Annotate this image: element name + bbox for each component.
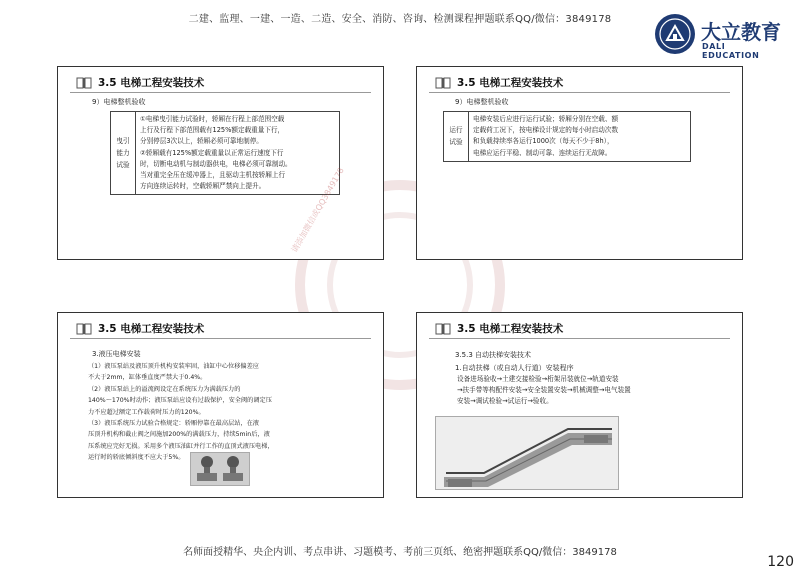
slide-traction-test [57,66,384,260]
line: 分别停层3次以上，轿厢必须可靠地制停。 [140,137,263,146]
slide-title-text: 3.5 电梯工程安装技术 [98,77,205,89]
page-number: 120 [767,554,794,570]
logo-name-cn: 大立教育 [701,20,781,44]
logo-badge-icon [655,14,695,54]
escalator-item: 1.自动扶梯（或自动人行道）安装程序 [455,364,574,372]
book-icon [435,322,451,336]
footer-banner: 名师面授精华、央企内训、考点串讲、习题模考、考前三页纸、绝密押题联系QQ/微信：3849178 [183,547,617,558]
line: 压顶升机构和截止阀之间施加200%的满载压力，持续5min后，液 [88,431,270,439]
line: （3）液压系统压力试验合格规定：轿厢停靠在最高层站，在液 [88,420,259,428]
book-icon [435,76,451,90]
slide-title [76,75,204,90]
slide-subtitle: 9）电梯整机验收 [92,98,146,106]
title-divider [70,338,371,339]
line: （1）液压泵站及液压顶升机构安装牢固，油缸中心位移偏差应 [88,363,259,370]
slide-subtitle: 3.5.3 自动扶梯安装技术 [455,351,532,359]
line: 运行时的轿底倾斜度不应大于5%。 [88,454,185,462]
line: 和负载持续率各运行1000次（每天不少于8h）， [473,137,614,146]
line: 140%～170%时动作；液压泵站应设有过载保护，安全阀的调定压 [88,397,272,405]
hydraulic-text [88,361,380,464]
slide-escalator-install [416,312,743,498]
operation-test-table [443,111,691,162]
line: 定载荷工况下，按电梯设计规定的每小时启动次数 [473,126,619,135]
slide-title-text: 3.5 电梯工程安装技术 [98,323,205,335]
slide-subtitle: 9）电梯整机验收 [455,98,509,106]
line: 电梯安装后应进行运行试验；轿厢分别在空载、额 [473,115,619,123]
slide-hydraulic-elevator [57,312,384,498]
title-divider [70,92,371,93]
logo-name-en: DALI EDUCATION [702,42,760,60]
line: ②轿厢载有125%额定载重量以正常运行速度下行 [140,148,284,157]
slide-operation-test [416,66,743,260]
line: ①电梯曳引能力试验时，轿厢在行程上部范围空载 [140,115,285,123]
row-label: 曳引能力试验 [111,112,136,195]
line: 当对重完全压在缓冲器上，且驱动主机按轿厢上行 [140,171,286,180]
line: 安装→调试检验→试运行→验收。 [457,397,553,406]
header-banner: 二建、监理、一建、一造、二造、安全、消防、咨询、检测课程押题联系QQ/微信：3849178 [188,14,612,25]
title-divider [429,338,730,339]
title-divider [429,92,730,93]
traction-test-table [110,111,340,195]
contact-watermark: 请添加微信或QQ3849178 [289,166,346,254]
slide-title-text: 3.5 电梯工程安装技术 [457,77,564,89]
slide-title [435,75,563,90]
line: 时，切断电动机与制动器供电，电梯必须可靠制动。 [140,159,292,168]
dali-logo [655,12,785,58]
line: （2）液压泵站上的溢流阀设定在系统压力为满载压力的 [88,385,241,393]
line: 不大于2mm，缸体垂直度严禁大于0.4%。 [88,374,207,382]
slide-title [76,321,204,336]
line: 压系统应完好无损。采用多个液压油缸并行工作的直顶式液压电梯， [88,442,274,450]
row-content [136,112,340,195]
line: →扶手带等构配件安装→安全装置安装→机械调整→电气装置 [457,386,631,395]
escalator-diagram [435,416,619,490]
escalator-text [457,374,727,408]
line: 力不应超过额定工作载荷时压力的120%。 [88,408,205,416]
row-content [469,112,691,162]
slide-subtitle: 3.液压电梯安装 [92,350,141,358]
line: 电梯应运行平稳、制动可靠、连续运行无故障。 [473,148,612,157]
line: 设备进场验收→土建交接检验→桁架吊装就位→轨道安装 [457,375,619,383]
slide-title [435,321,563,336]
valve-photo [190,452,250,486]
line: 上行及行程下部范围载有125%额定载重量下行， [140,126,285,135]
slide-title-text: 3.5 电梯工程安装技术 [457,323,564,335]
book-icon [76,76,92,90]
book-icon [76,322,92,336]
row-label: 运行试验 [444,112,469,162]
line: 方向连续运转时，空载轿厢严禁向上提升。 [140,182,266,191]
